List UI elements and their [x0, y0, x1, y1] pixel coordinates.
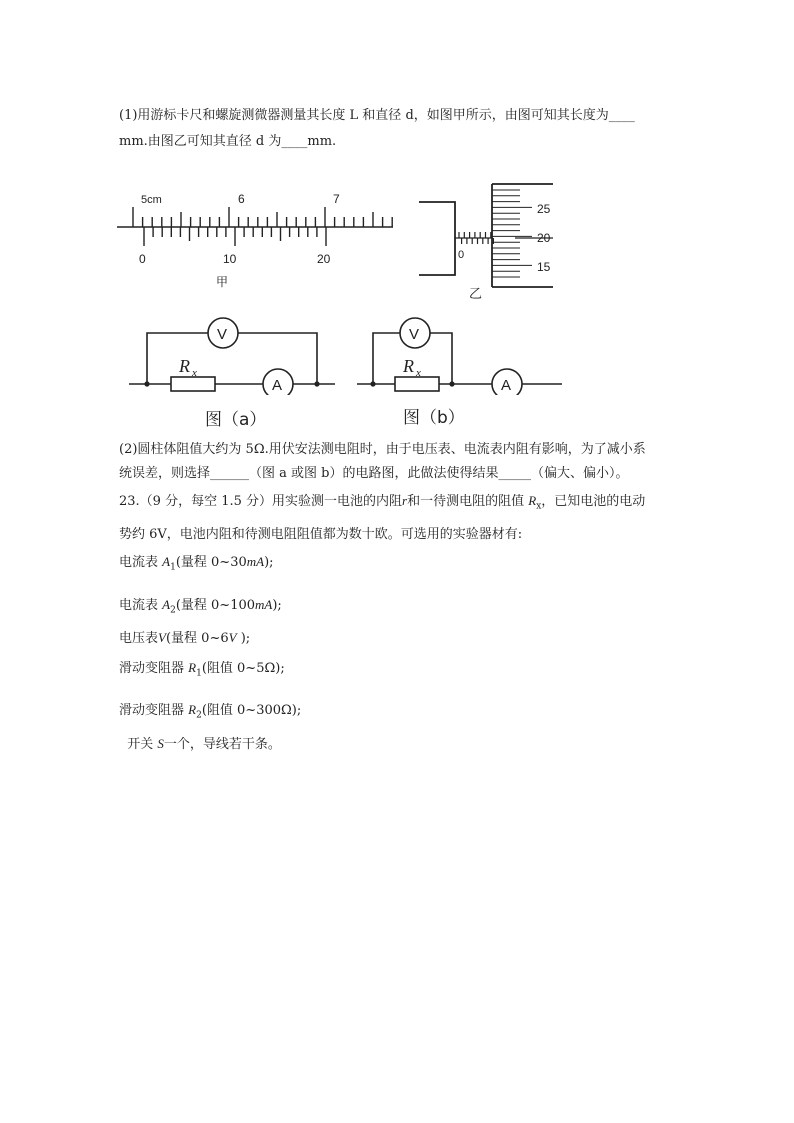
q23-line-1	[119, 490, 645, 512]
symbol-rx-sub: x	[536, 501, 542, 512]
equipment-range-end: );	[264, 555, 274, 570]
caliper-caption: 甲	[216, 275, 229, 289]
rx-label: R	[403, 356, 414, 376]
q23-end: ，已知电池的电动	[541, 494, 646, 509]
caliper-main-label-7: 7	[333, 192, 340, 206]
q23-intro: 23.（9 分，每空 1.5 分）用实验测一电池的内阻	[119, 494, 403, 509]
equipment-symbol: R	[188, 702, 197, 717]
thimble-label-20: 20	[537, 231, 551, 245]
q23-mid: 和一待测电阻的阻值	[407, 494, 525, 509]
vernier-caliper-figure	[115, 185, 400, 290]
equipment-symbol-subscript: 1	[196, 668, 202, 679]
equipment-name: 开关	[119, 737, 158, 752]
equipment-range-end: );	[272, 598, 282, 613]
micrometer-figure	[415, 180, 575, 305]
q23-line-2: 势约 6V，电池内阻和待测电阻阻值都为数十欧。可选用的实验器材有:	[119, 527, 523, 542]
ammeter-label: A	[501, 377, 512, 394]
circuit-b	[355, 315, 570, 395]
caption-circuit-b: 图（b）	[403, 408, 465, 428]
voltmeter-label: V	[409, 326, 420, 343]
equipment-item	[119, 699, 301, 721]
equipment-range: (量程 0~100	[175, 598, 256, 613]
symbol-r: r	[402, 493, 408, 508]
equipment-range: (阻值 0~300Ω);	[201, 703, 302, 718]
rx-subscript: x	[416, 367, 421, 379]
equipment-item	[119, 657, 285, 679]
equipment-range: 一个，导线若干条。	[163, 737, 281, 752]
symbol-rx: R	[528, 493, 537, 508]
equipment-symbol: S	[157, 736, 164, 751]
rx-label: R	[179, 356, 190, 376]
equipment-symbol: V	[158, 630, 166, 645]
equipment-unit: V	[228, 630, 237, 645]
equipment-range: (量程 0~30	[175, 555, 247, 570]
equipment-symbol: R	[188, 660, 197, 675]
micrometer-caption: 乙	[469, 286, 483, 301]
equipment-range: (阻值 0~5Ω);	[201, 661, 285, 676]
q2-line-2: 统误差，则选择______（图 a 或图 b）的电路图，此做法使得结果_____（偏大、偏小）。	[119, 466, 629, 481]
caliper-vernier-label-10: 10	[223, 252, 237, 266]
q2-line-1: (2)圆柱体阻值大约为 5Ω.用伏安法测电阻时，由于电压表、电流表内阻有影响，为了减小系	[119, 442, 646, 457]
caliper-main-unit-label: 5cm	[141, 194, 162, 206]
ammeter-label: A	[272, 377, 283, 394]
equipment-symbol: A	[162, 554, 171, 569]
equipment-item	[119, 551, 274, 573]
equipment-item	[119, 627, 250, 646]
junction-dot	[449, 381, 454, 386]
circuit-a	[125, 315, 340, 395]
equipment-name: 滑动变阻器	[119, 661, 189, 676]
q1-line-1: (1)用游标卡尺和螺旋测微器测量其长度 L 和直径 d，如图甲所示，由图可知其长度为____	[119, 108, 635, 123]
equipment-symbol: A	[162, 597, 171, 612]
voltmeter-label: V	[217, 326, 228, 343]
sleeve-label-0: 0	[458, 249, 465, 261]
thimble-label-25: 25	[537, 202, 551, 216]
equipment-name: 电流表	[119, 598, 163, 613]
equipment-item	[119, 594, 282, 616]
caliper-main-label-6: 6	[238, 192, 245, 206]
caliper-vernier-label-0: 0	[139, 252, 146, 266]
resistor-rx	[171, 377, 215, 391]
resistor-rx	[395, 377, 439, 391]
equipment-symbol-subscript: 2	[196, 710, 202, 721]
equipment-unit: mA	[255, 597, 273, 612]
junction-dot	[144, 381, 149, 386]
equipment-name: 电压表	[119, 631, 159, 646]
equipment-unit: mA	[246, 554, 265, 569]
rx-subscript: x	[192, 367, 197, 379]
equipment-name: 电流表	[119, 555, 163, 570]
caliper-vernier-label-20: 20	[317, 252, 331, 266]
junction-dot	[370, 381, 375, 386]
thimble-label-15: 15	[537, 260, 551, 274]
caption-circuit-a: 图（a）	[205, 410, 267, 430]
micrometer-frame	[419, 202, 455, 275]
equipment-range-end: );	[236, 631, 251, 646]
junction-dot	[314, 381, 319, 386]
equipment-symbol-subscript: 1	[170, 562, 176, 573]
equipment-range: (量程 0~6	[165, 631, 229, 646]
q1-line-2: mm.由图乙可知其直径 d 为____mm.	[119, 134, 337, 149]
equipment-name: 滑动变阻器	[119, 703, 189, 718]
equipment-item	[119, 733, 281, 752]
equipment-symbol-subscript: 2	[170, 605, 176, 616]
